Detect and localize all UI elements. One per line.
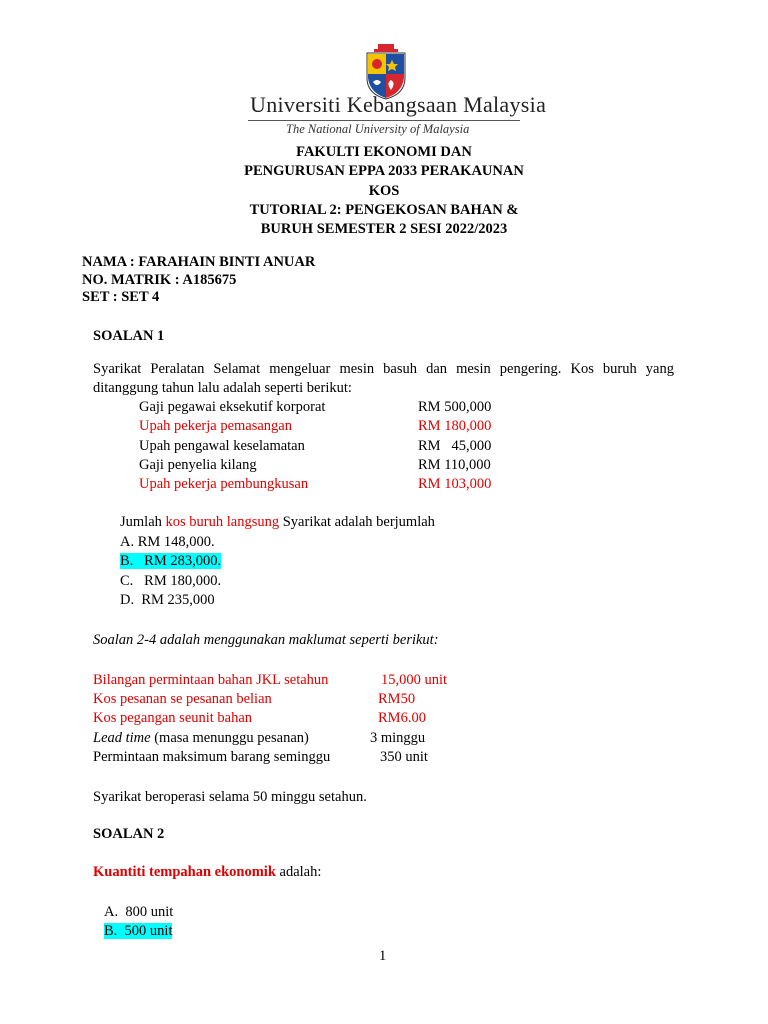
header-line-3: KOS	[368, 183, 400, 199]
q2-option-b	[104, 923, 172, 940]
lead-time-label	[93, 730, 309, 747]
q1-heading: SOALAN 1	[93, 328, 165, 344]
info-intro: Soalan 2-4 adalah menggunakan maklumat seperti berikut:	[93, 632, 439, 648]
q1-option-b-highlight: B. RM 283,000.	[120, 553, 222, 569]
holding-cost-value: RM6.00	[378, 710, 426, 726]
cost-value-4: RM 110,000	[418, 457, 491, 473]
q1-option-c: C. RM 180,000.	[120, 573, 222, 589]
cost-value-5: RM 103,000	[418, 476, 492, 492]
max-demand-label: Permintaan maksimum barang seminggu	[93, 749, 331, 765]
q2-option-b-highlight: B. 500 unit	[104, 923, 173, 939]
cost-label-3: Upah pengawal keselamatan	[139, 438, 305, 454]
cost-label-1: Gaji pegawai eksekutif korporat	[139, 399, 326, 415]
student-name: NAMA : FARAHAIN BINTI ANUAR	[82, 254, 316, 270]
q1-option-d: D. RM 235,000	[120, 592, 215, 608]
lead-time-italic: Lead time	[93, 730, 151, 746]
student-set: SET : SET 4	[82, 289, 160, 305]
cost-label-2: Upah pekerja pemasangan	[139, 418, 292, 434]
holding-cost-label: Kos pegangan seunit bahan	[93, 710, 253, 726]
cost-value-1: RM 500,000	[418, 399, 492, 415]
q1-question-pre: Jumlah	[120, 514, 166, 530]
order-cost-value: RM50	[378, 691, 416, 707]
student-matrik: NO. MATRIK : A185675	[82, 272, 237, 288]
max-demand-value: 350 unit	[380, 749, 428, 765]
q2-question-post: adalah:	[275, 864, 322, 880]
q1-intro-line-1: Syarikat Peralatan Selamat mengeluar mesin basuh dan mesin pengering. Kos buruh yang	[93, 361, 674, 377]
q2-heading: SOALAN 2	[93, 826, 165, 842]
cost-value-3: RM 45,000	[418, 438, 492, 454]
university-name: Universiti Kebangsaan Malaysia	[250, 92, 547, 117]
q1-question-highlight: kos buruh langsung	[165, 514, 280, 530]
order-cost-label: Kos pesanan se pesanan belian	[93, 691, 272, 707]
header-line-2: PENGURUSAN EPPA 2033 PERAKAUNAN	[244, 163, 524, 179]
demand-label: Bilangan permintaan bahan JKL setahun	[93, 672, 329, 688]
q2-question	[93, 864, 321, 881]
operate-note: Syarikat beroperasi selama 50 minggu setahun.	[93, 789, 367, 805]
university-name-rule	[248, 120, 520, 121]
q1-option-b	[120, 553, 221, 570]
cost-value-2: RM 180,000	[418, 418, 492, 434]
university-tagline: The National University of Malaysia	[286, 122, 470, 136]
q1-question	[120, 514, 435, 531]
demand-value: 15,000 unit	[381, 672, 448, 688]
header-line-5: BURUH SEMESTER 2 SESI 2022/2023	[260, 221, 508, 237]
header-line-1: FAKULTI EKONOMI DAN	[296, 144, 472, 160]
lead-time-value: 3 minggu	[370, 730, 426, 746]
cost-label-5: Upah pekerja pembungkusan	[139, 476, 309, 492]
q2-question-highlight: Kuantiti tempahan ekonomik	[93, 864, 276, 880]
q1-intro-line-2: ditanggung tahun lalu adalah seperti berikut:	[93, 380, 352, 396]
q2-option-a: A. 800 unit	[104, 904, 174, 920]
page-number: 1	[379, 948, 387, 964]
cost-label-4: Gaji penyelia kilang	[139, 457, 257, 473]
header-line-4: TUTORIAL 2: PENGEKOSAN BAHAN &	[249, 202, 519, 218]
q1-option-a: A. RM 148,000.	[120, 534, 215, 550]
lead-time-rest: (masa menunggu pesanan)	[150, 730, 309, 746]
q1-question-post: Syarikat adalah berjumlah	[279, 514, 435, 530]
